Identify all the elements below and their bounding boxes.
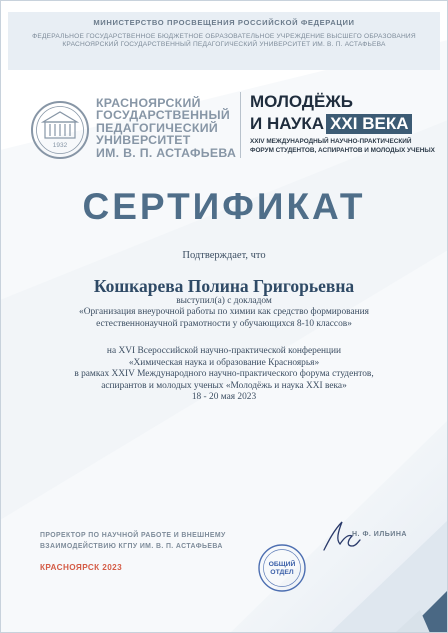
university-name-line: УНИВЕРСИТЕТ <box>96 133 191 148</box>
report-title-line-2: естественнонаучной грамотности у обучающихся 8-10 классов» <box>96 318 352 329</box>
recipient-name: Кошкарева Полина Григорьевна <box>93 276 355 296</box>
conference-line-3: в рамках XXIV Международного научно-практического форума студентов, <box>74 369 374 380</box>
report-title-line-1: «Организация внеурочной работы по химии как средство формирования <box>79 307 369 318</box>
forum-logo-line-1: МОЛОДЁЖЬ <box>250 92 353 111</box>
conference-dates: 18 - 20 мая 2023 <box>191 392 257 403</box>
conference-line-4: аспирантов и молодых ученых «Молодёжь и наука XXI века» <box>101 380 347 391</box>
stamp-text-line-2: ОТДЕЛ <box>270 569 294 576</box>
conference-line-1: на XVI Всероссийской научно-практической конференции <box>106 346 342 356</box>
university-name <box>96 97 236 159</box>
forum-logo-text: И НАУКА <box>250 114 325 133</box>
forum-logo-badge: XXI ВЕКА <box>326 114 412 134</box>
university-name-line: ГОСУДАРСТВЕННЫЙ <box>96 108 230 123</box>
university-name-line: ИМ. В. П. АСТАФЬЕВА <box>96 145 237 160</box>
city-year: КРАСНОЯРСК 2023 <box>40 563 123 572</box>
university-emblem-icon <box>30 100 90 160</box>
signatory-title-line-2: ВЗАИМОДЕЙСТВИЮ КГПУ ИМ. В. П. АСТАФЬЕВА <box>40 542 223 550</box>
forum-subtitle-2: ФОРУМ СТУДЕНТОВ, АСПИРАНТОВ И МОЛОДЫХ УЧЕНЫХ <box>250 147 435 154</box>
signatory-title-line-1: ПРОРЕКТОР ПО НАУЧНОЙ РАБОТЕ И ВНЕШНЕМУ <box>40 532 226 539</box>
signatory-title <box>40 531 226 552</box>
signatory-name: Н. Ф. ИЛЬИНА <box>352 531 407 538</box>
official-stamp <box>250 541 310 593</box>
ministry-title: МИНИСТЕРСТВО ПРОСВЕЩЕНИЯ РОССИЙСКОЙ ФЕДЕРАЦИИ <box>93 18 355 27</box>
certificate-title: СЕРТИФИКАТ <box>82 186 366 227</box>
forum-logo-line-2 <box>250 114 412 134</box>
conference-line-2: «Химическая наука и образование Красноярья» <box>128 357 320 368</box>
conference-block <box>0 346 448 404</box>
logo-divider <box>240 92 241 158</box>
institution-line-1: ФЕДЕРАЛЬНОЕ ГОСУДАРСТВЕННОЕ БЮДЖЕТНОЕ ОБРАЗОВАТЕЛЬНОЕ УЧРЕЖДЕНИЕ ВЫСШЕГО ОБРАЗОВАНИЯ <box>32 33 416 40</box>
university-name-line: ПЕДАГОГИЧЕСКИЙ <box>96 120 218 135</box>
confirms-text: Подтверждает, что <box>182 250 266 261</box>
forum-subtitle-1: XXIV МЕЖДУНАРОДНЫЙ НАУЧНО-ПРАКТИЧЕСКИЙ <box>250 138 412 145</box>
presented-text: выступил(а) с докладом <box>176 296 272 306</box>
university-name-line: КРАСНОЯРСКИЙ <box>96 96 201 110</box>
institution-line-2: КРАСНОЯРСКИЙ ГОСУДАРСТВЕННЫЙ ПЕДАГОГИЧЕСКИЙ УНИВЕРСИТЕТ ИМ. В. П. АСТАФЬЕВА <box>62 41 386 48</box>
report-block <box>0 296 448 330</box>
stamp-text-line-1: ОБЩИЙ <box>268 561 296 568</box>
emblem-year: 1932 <box>52 142 68 149</box>
